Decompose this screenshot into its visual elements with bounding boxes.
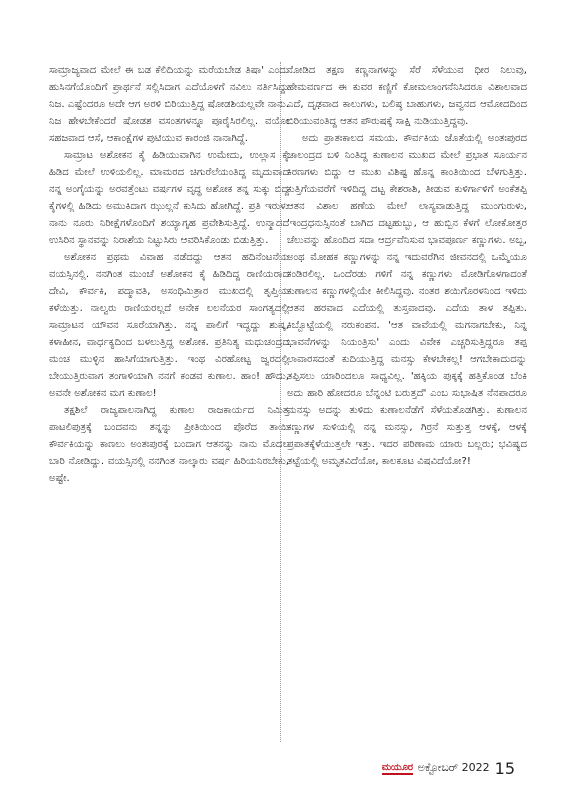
issue-date: ಅಕ್ಟೋಬರ್ 2022 (417, 761, 490, 774)
magazine-logo: ಮಯೂರ (381, 761, 413, 773)
paragraph: ತಕ್ಷಶಿಲೆ ರಾಜ್ಯಪಾಲನಾಗಿದ್ದ ಕುಣಾಲ ರಾಜಕಾರ್ಯದ ನಿಮಿತ್ತ ಪಾಟಲಿಪುತ್ರಕ್ಕೆ ಬಂದವನು ತನ್ನನ್ನು ಪ್ರೀತಿಯಿಂದ ಪೊರೆದ ತಾಯಿ ಕೌರ್ವಕಿಯನ್ನು ಕಾಣಲು ಅಂತಃಪುರಕ್ಕೆ ಬಂದಾಗ ಆತನನ್ನು ನಾನು ಮೊದಲ ಬಾರಿ ನೋಡಿದ್ದು. ವಯಸ್ಸಿನಲ್ಲಿ ನನಗಿಂತ ನಾಲ್ಕಾರು ವರ್ಷ ಹಿರಿಯನಿರಬೇಕು, ಅಷ್ಟೇ. (49, 405, 289, 484)
page-number: 15 (494, 758, 515, 778)
right-column (287, 62, 527, 470)
left-column (49, 62, 289, 487)
paragraph: ಅಶೋಕನ ಪ್ರಥಮ ವಿವಾಹ ನಡೆದದ್ದು ಆತನ ಹದಿನೆಂಟನೆಯ ವಯಸ್ಸಿನಲ್ಲಿ. ನನಗಿಂತ ಮುಂಚೆ ಅಶೋಕನ ಕೈ ಹಿಡಿದಿದ್ದ ರಾಣಿಯರಾದ ದೇವಿ, ಕೌರ್ವಕಿ, ಪದ್ಮಾವತಿ, ಅಸಂಧಿಮಿತ್ರಾರ ಮುಖದಲ್ಲಿ ತೃಪ್ತಿಯ ಕಳೆಯಿತ್ತು. ನಾಲ್ವರು ರಾಣಿಯರಲ್ಲದೆ ಅನೇಕ ಲಲನೆಯರ ಸಾಂಗತ್ಯದಲ್ಲಿ ಸಾಮ್ರಾಟನ ಯೌವನ ಸೂರೆಯಾಗಿತ್ತು. ನನ್ನ ಪಾಲಿಗೆ ಇದ್ದದ್ದು ಶುಷ್ಕ, ಕಳಾಹೀನ, ವಾರ್ಧಕ್ಯದಿಂದ ಬಳಲುತ್ತಿದ್ದ ಅಶೋಕ. ಪ್ರತಿನಿತ್ಯ ಮಧುಚಂದ್ರದ ಮಂಚ ಮುಳ್ಳಿನ ಹಾಸಿಗೆಯಾಗುತ್ತಿತ್ತು. ಇಂಥ ವಿರಹೋಟ್ಟ ಜ್ವರದಲ್ಲಿ ಬೇಯುತ್ತಿರುವಾಗ ತಂಗಾಳಿಯಾಗಿ ನನಗೆ ಕಂಡವ ಕುಣಾಲ. ಹಾಂ! ಹೌದು, ಅವನೇ ಅಶೋಕನ ಮಗ ಕುಣಾಲ! (49, 252, 289, 399)
paragraph: ನೋಡಿದ ತಕ್ಷಣ ಕಣ್ಣನಾಗಳನ್ನು ಸೆರೆ ಸೆಳೆಯುವ ಧೀರ ನಿಲುವು, ಹೇಮವರ್ಣದ ಈ ಕುವರ ಕಣ್ಣಿಗೆ ಕೋಮಲಾಂಗನೆನಿಸಿದರೂ ವಿಶಾಲವಾದ ಎದೆ, ದೃಢವಾದ ಕಾಲುಗಳು, ಬಲಿಷ್ಠ ಬಾಹುಗಳು, ಜವ್ವನದ ಆಮೋದದಿಂದ ಬಿರಿಯುವಂತಿದ್ದ ಆತನ ಪೌರುಷಕ್ಕೆ ಸಾಕ್ಷಿ ನುಡಿಯುತ್ತಿದ್ದವು. (287, 65, 527, 127)
column-divider (280, 62, 281, 742)
paragraph: ಅದು ಪ್ರಾತಃಕಾಲದ ಸಮಯ. ಕೌರ್ವಕಿಯ ಜೊತೆಯಲ್ಲಿ ಅಂತಃಪುರದ ಜಾಲಂದ್ರದ ಬಳಿ ನಿಂತಿದ್ದ ಕುಣಾಲನ ಮುಖದ ಮೇಲೆ ಪ್ರಭಾತ ಸೂರ್ಯನ ಕಿರಣಗಳು ಬಿದ್ದು ಆ ಮುಖ ವಿಶಿಷ್ಟ ಹೊನ್ನ ಕಾಂತಿಯಿಂದ ಬೆಳಗುತ್ತಿತ್ತು. ಕುತ್ತಿಗೆಯವರೆಗೆ ಇಳಿದಿದ್ದ ದಟ್ಟ ಕೇಶರಾಶಿ, ತೀಡುವ ಕುಳಿರ್ಗಾಳಿಗೆ ಅಂಕೆತಪ್ಪಿ ಆತನ ವಿಶಾಲ ಹಣೆಯ ಮೇಲೆ ಲಾಸ್ಯವಾಡುತ್ತಿದ್ದ ಮುಂಗುರುಳು, 'ಇಂದ್ರಧನುಸ್ಸಿನಂತೆ ಬಾಗಿದ ದಟ್ಟಹುಬ್ಬು, ಆ ಹುಬ್ಬಿನ ಕೆಳಗೆ ಲೋಕೋತ್ತರ ಚೆಲುವನ್ನು ಹೊಂದಿದ ಸದಾ ಆರ್ದ್ರವೆನಿಸುವ ಭಾವಪೂರ್ಣ ಕಣ್ಣುಗಳು. ಅಬ್ಬ, ಅಂಥ ಮೋಹಕ ಕಣ್ಣುಗಳನ್ನು ನನ್ನ ಇದುವರೆಗಿನ ಜೀವನದಲ್ಲಿ ಒಮ್ಮೆಯೂ ಕಂಡಿರಲಿಲ್ಲ. ಒಂದೆರಡು ಗಳಿಗೆ ನನ್ನ ಕಣ್ಣುಗಳು ಮೋಡಿಗೊಳಗಾದಂತೆ ಕುಣಾಲನ ಕಣ್ಣುಗಳಲ್ಲಿಯೇ ಕೀಲಿಸಿದ್ದವು. ನಂತರ ಶಯಿಗೊರಳನಿಂದ ಇಳಿದು ಆತನ ಹರವಾದ ಎದೆಯಲ್ಲಿ ತುಸ್ತವಾದವು. ಎದೆಯ ತಾಳ ತಪ್ಪಿತು. ಕಿಬ್ಬೊಟ್ಟೆಯಲ್ಲಿ ನರುಕಂಪನ. 'ಆತ ವಾವೆಯಲ್ಲಿ ಮಗನಾಗಬೇಕು, ನಿನ್ನ ಭಾವನೆಗಳನ್ನು ನಿಯಂತ್ರಿಸು' ಎಂದು ವಿವೇಕ ಎಚ್ಚರಿಸುತ್ತಿದ್ದರೂ ತಪ್ಪ ಲಾವಾರಸದಂತೆ ಕುದಿಯುತ್ತಿದ್ದ ಮನಸ್ಸು ಕೇಳಬೇಕಲ್ಲ! ಆಗಬೇಕಾದುದನ್ನು ತಪ್ಪಿಸಲು ಯಾರಿಂದಲೂ ಸಾಧ್ಯವಿಲ್ಲ. 'ಹಕ್ಕಿಯ ಪುಕ್ಕಕ್ಕೆ ಹತ್ತಿಕೊಂಡ ಬೆಂಕಿ ಅದು ಹಾರಿ ಹೋದರೂ ಬೆನ್ನಂಟಿ ಬರುತ್ತದೆ' ಎಂಬ ಸುಭಾಷಿತ ನೆನಪಾದರೂ ಮನಸ್ಸು ಅದನ್ನು ತುಳಿದು ಕುಣಾಲನೆಡೆಗೆ ಸೆಳೆಯತೊಡಗಿತ್ತು. ಕುಣಾಲನ ಕಣ್ಣುಗಳ ಸುಳಿಯಲ್ಲಿ ನನ್ನ ಮನಸ್ಸು, ಗಿರ್ರನೆ ಸುತ್ತುತ್ತ ಆಳಕ್ಕೆ, ಆಳಕ್ಕೆ ಪ್ರಪಾತಕ್ಕೆಳೆಯುತ್ತಲೇ ಇತ್ತು. ಇದರ ಪರಿಣಾಮ ಯಾರು ಬಲ್ಲರು; ಭವಿಷ್ಯದ ತಟ್ಟೆಯಲ್ಲಿ ಅಮೃತವಿದೆಯೋ, ಕಾಲಕೂಟ ವಿಷವಿದೆಯೋ?! (287, 133, 527, 467)
paragraph: ಸಾಮ್ರಾಜ್ಯವಾದ ಮೇಲೆ ಈ ಬಡ ಕೆಲಿದಿಯನ್ನು ಮರೆಯಬೇಡ ತಿಷಾ' ಎಂದು ಹುಸಿನಗೆಯೊಂದಿಗೆ ಪ್ರಾರ್ಥನೆ ಸಲ್ಲಿಸಿದಾಗ ಎದೆಯೊಳಗೆ ನವಿಲು ನರ್ತಿಸಿದ್ದು ನಿಜ. ಎಷ್ಟೆಂದರೂ ಅದೇ ಆಗ ಅರಳಿ ಬಿರಿಯುತ್ತಿದ್ದ ಷೋಡಶಿಯಲ್ಲವೇ ನಾನು. ನಿಜ ಹೇಳಬೇಕೆಂದರೆ ಷೋಡಶ ವಸಂತಗಳನ್ನೂ ಪೂರೈಸಿರಲಿಲ್ಲ. ವಯೋ ಸಹಜವಾದ ಆಸೆ, ಆಕಾಂಕ್ಷೆಗಳ ಪುಟಿಯುವ ಕಾರಂಜಿ ನಾನಾಗಿದ್ದೆ. (49, 65, 289, 144)
paragraph: ಸಾಮ್ರಾಟ ಅಶೋಕನ ಕೈ ಹಿಡಿಯುವಾಗಿನ ಉಮೇದು, ಉಲ್ಲಾಸ ಕೈ ಹಿಡಿದ ಮೇಲೆ ಉಳಿಯಲಿಲ್ಲ. ಮಾಮರದ ಚಿಗುರೆಲೆಯಂತಿದ್ದ ಮೃದುವಾದ ನನ್ನ ಅಂಗೈಯನ್ನು ಅರವತ್ತೆಂಟು ವರ್ಷಗಳ ವೃದ್ಧ ಅಶೋಕ ತನ್ನ ಸುಕ್ಕು ಬಿದ್ದ ಕೈಗಳಲ್ಲಿ ಹಿಡಿದು ಅಮುಕಿದಾಗ ಝುಲ್ಲನೆ ಕುಸಿದು ಹೋಗಿದ್ದೆ. ಪ್ರತಿ ಇರುಳು ನಾನು ನೂರು ನಿರೀಕ್ಷೆಗಳೊಂದಿಗೆ ಶಯ್ಯಾಗೃಹ ಪ್ರವೇಶಿಸುತ್ತಿದ್ದೆ. ಉನ್ಮಾದದ ಉಸಿರಿನ ಸ್ಥಾನವನ್ನು ನಿರಾಶೆಯ ನಿಟ್ಟುಸಿರು ಆವರಿಸಿಕೊಂಡು ಬಿಡುತ್ತಿತ್ತು. (49, 150, 289, 246)
page-footer (382, 757, 515, 779)
